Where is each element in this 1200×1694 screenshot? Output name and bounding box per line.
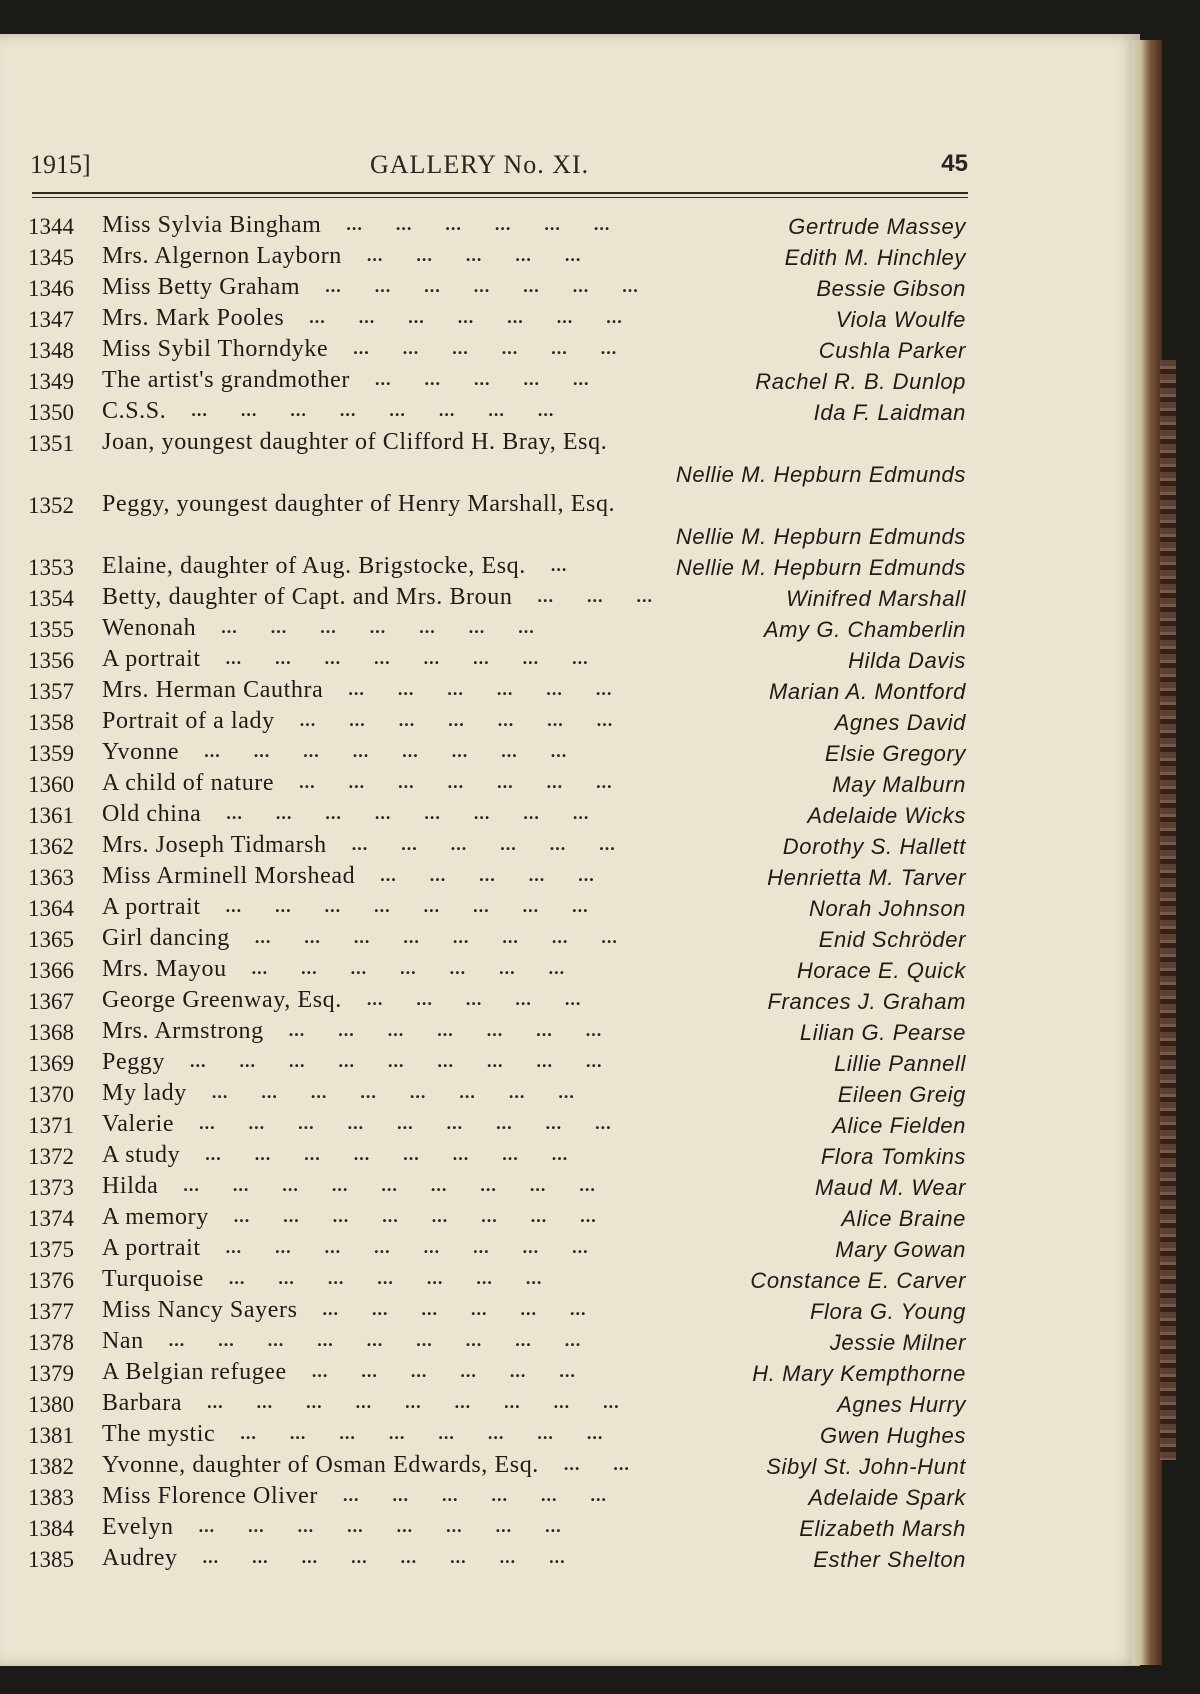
entry-number: 1373 [28,1175,74,1200]
leader-dots: ... ... ... ... ... ... ... ... ... [188,1113,634,1133]
leader-dots: ... ... ... ... ... ... ... [288,772,635,792]
entry-title: A portrait [102,646,201,672]
catalogue-entry [0,1173,1140,1204]
leader-dots: ... ... ... ... ... [369,865,617,885]
entry-number: 1349 [28,369,74,394]
entry-title: Miss Florence Oliver [102,1483,318,1509]
catalogue-entry [0,894,1140,925]
entry-artist: Elizabeth Marsh [799,1516,966,1541]
catalogue-entry [0,832,1140,863]
header-rule-thick [32,192,968,194]
entry-number: 1371 [28,1113,74,1138]
catalogue-entry [0,1452,1140,1483]
leader-dots: ... ... ... ... ... ... ... ... [180,400,577,420]
leader-dots: ... ... ... ... ... ... ... ... ... [179,1051,625,1071]
leader-dots: ... ... ... ... ... ... ... ... [214,1237,611,1257]
entry-number: 1346 [28,276,74,301]
entry-artist: Edith M. Hinchley [784,245,966,270]
leader-dots: ... ... ... ... ... [364,369,612,389]
entry-title: A study [102,1142,181,1168]
catalogue-entry [0,212,1140,243]
entry-title: Hilda [102,1173,159,1199]
entry-artist: Lillie Pannell [834,1051,966,1076]
leader-dots: ... ... ... ... ... ... ... ... ... [172,1175,618,1195]
leader-dots: ... ... ... ... ... ... [335,214,633,234]
catalogue-entry [0,1421,1140,1452]
entry-artist: Jessie Milner [829,1330,966,1355]
entry-artist: Sibyl St. John-Hunt [766,1454,966,1479]
leader-dots: ... ... ... ... ... ... ... ... [215,803,612,823]
entry-artist: Frances J. Graham [767,989,966,1014]
entry-artist: Agnes Hurry [837,1392,966,1417]
header-year: 1915] [30,150,91,179]
entry-number: 1352 [28,493,74,518]
entry-number: 1348 [28,338,74,363]
entry-title: Betty, daughter of Capt. and Mrs. Broun [102,584,513,610]
entry-artist: Elsie Gregory [824,741,966,766]
entry-title: Miss Arminell Morshead [102,863,356,889]
catalogue-entry [0,1080,1140,1111]
leader-dots: ... ... ... ... ... ... [300,1361,598,1381]
entry-title: A portrait [102,894,201,920]
catalogue-entry [0,398,1140,429]
entry-title: Yvonne [102,739,180,765]
entry-title: Elaine, daughter of Aug. Brigstocke, Esq. [102,553,526,579]
catalogue-entry [0,367,1140,398]
leader-dots: ... ... ... ... ... ... ... [217,1268,565,1288]
entry-artist: Marian A. Montford [768,679,966,704]
leader-dots: ... ... ... ... ... ... ... ... ... [196,1392,642,1412]
catalogue-entry [0,770,1140,801]
entry-artist: Agnes David [834,710,966,735]
entry-number: 1362 [28,834,74,859]
entry-title: A child of nature [102,770,275,796]
entry-number: 1359 [28,741,74,766]
leader-dots: ... ... [552,1454,652,1474]
catalogue-entry [0,553,1140,584]
leader-dots: ... ... ... ... ... ... ... [210,617,557,637]
leader-dots: ... ... ... ... ... ... ... ... [191,1547,588,1567]
entry-number: 1380 [28,1392,74,1417]
leader-dots: ... ... ... ... ... ... [311,1299,609,1319]
entry-artist: May Malburn [832,772,966,797]
entry-artist: Henrietta M. Tarver [767,865,966,890]
leader-dots: ... ... ... ... ... ... ... [314,276,661,296]
entry-title: Wenonah [102,615,197,641]
catalogue-entry [0,1483,1140,1514]
entry-number: 1382 [28,1454,74,1479]
entry-number: 1350 [28,400,74,425]
entry-title: Peggy, youngest daughter of Henry Marshall, Esq. [102,491,616,517]
entry-title: Mrs. Mayou [102,956,227,982]
entry-number: 1344 [28,214,74,239]
leader-dots: ... ... ... ... ... ... ... ... ... [157,1330,604,1350]
entry-artist: Nellie M. Hepburn Edmunds [675,462,966,487]
leader-dots: ... ... ... ... ... ... ... ... [243,927,640,947]
leader-dots: ... ... ... ... ... ... ... ... [222,1206,619,1226]
entry-artist: Maud M. Wear [814,1175,966,1200]
leader-dots: ... ... ... ... ... ... [337,679,635,699]
entry-title: The mystic [102,1421,216,1447]
entry-artist: Eileen Greig [837,1082,966,1107]
entry-number: 1366 [28,958,74,983]
entry-title: Miss Nancy Sayers [102,1297,298,1323]
entry-artist: Mary Gowan [835,1237,966,1262]
catalogue-entry [0,1514,1140,1545]
leader-dots: ... ... ... ... ... [355,989,604,1009]
entry-number: 1385 [28,1547,74,1572]
catalogue-entry [0,801,1140,832]
catalogue-entry [0,1018,1140,1049]
entry-title: A memory [102,1204,209,1230]
page-number: 45 [941,150,968,177]
entry-artist: H. Mary Kempthorne [752,1361,966,1386]
leader-dots: ... ... ... [526,586,675,606]
entry-number: 1361 [28,803,74,828]
leader-dots: ... ... ... ... ... ... ... ... [193,741,590,761]
catalogue-list [0,212,1140,1576]
entry-artist: Alice Braine [841,1206,966,1231]
catalogue-entry [0,863,1140,894]
entry-artist: Lilian G. Pearse [799,1020,966,1045]
leader-dots: ... ... ... ... ... ... [340,834,638,854]
entry-artist: Enid Schröder [818,927,966,952]
catalogue-entry [0,1235,1140,1266]
entry-number: 1360 [28,772,74,797]
entry-number: 1356 [28,648,74,673]
entry-number: 1355 [28,617,74,642]
entry-artist: Rachel R. B. Dunlop [755,369,966,394]
entry-number: 1365 [28,927,74,952]
entry-artist: Gertrude Massey [788,214,966,239]
entry-number: 1367 [28,989,74,1014]
entry-title: Audrey [102,1545,178,1571]
entry-title: Girl dancing [102,925,230,951]
entry-number: 1379 [28,1361,74,1386]
entry-title: Old china [102,801,202,827]
catalogue-entry [0,491,1140,553]
leader-dots: ... ... ... ... ... ... [342,338,640,358]
entry-title: Turquoise [102,1266,204,1292]
entry-title: Mrs. Armstrong [102,1018,264,1044]
catalogue-entry [0,1204,1140,1235]
entry-number: 1377 [28,1299,74,1324]
page-title: GALLERY No. XI. [370,150,590,179]
entry-number: 1376 [28,1268,74,1293]
entry-artist: Nellie M. Hepburn Edmunds [675,555,966,580]
entry-title: Portrait of a lady [102,708,275,734]
catalogue-entry [0,708,1140,739]
entry-artist: Adelaide Spark [808,1485,966,1510]
entry-artist: Adelaide Wicks [807,803,966,828]
entry-artist: Constance E. Carver [750,1268,966,1293]
leader-dots: ... ... ... ... ... ... ... ... [187,1516,584,1536]
entry-artist: Hilda Davis [848,648,966,673]
catalogue-entry [0,615,1140,646]
entry-number: 1351 [28,431,74,456]
entry-artist: Flora Tomkins [820,1144,966,1169]
leader-dots: ... ... ... ... ... ... ... [298,307,645,327]
leader-dots: ... ... ... ... ... ... [331,1485,629,1505]
catalogue-entry [0,1142,1140,1173]
entry-artist: Esther Shelton [813,1547,966,1572]
entry-title: Mrs. Mark Pooles [102,305,285,331]
catalogue-entry [0,925,1140,956]
entry-artist: Dorothy S. Hallett [782,834,966,859]
catalogue-entry [0,336,1140,367]
catalogue-entry [0,1359,1140,1390]
entry-artist: Viola Woulfe [835,307,966,332]
entry-number: 1370 [28,1082,74,1107]
catalogue-entry [0,646,1140,677]
entry-number: 1368 [28,1020,74,1045]
entry-title: George Greenway, Esq. [102,987,342,1013]
entry-artist: Bessie Gibson [816,276,966,301]
entry-title: Yvonne, daughter of Osman Edwards, Esq. [102,1452,539,1478]
leader-dots: ... [539,555,590,575]
leader-dots: ... ... ... ... ... ... ... ... [214,648,611,668]
entry-number: 1353 [28,555,74,580]
entry-artist: Winifred Marshall [786,586,966,611]
entry-number: 1345 [28,245,74,270]
book-page [0,34,1140,1666]
leader-dots: ... ... ... ... ... [355,245,604,265]
catalogue-entry [0,1390,1140,1421]
catalogue-entry [0,987,1140,1018]
catalogue-entry [0,739,1140,770]
leader-dots: ... ... ... ... ... ... ... ... [194,1144,591,1164]
entry-title: Nan [102,1328,144,1354]
entry-artist: Alice Fielden [832,1113,966,1138]
entry-artist: Gwen Hughes [819,1423,966,1448]
entry-title: Miss Betty Graham [102,274,301,300]
catalogue-entry [0,1266,1140,1297]
entry-title: C.S.S. [102,398,167,424]
leader-dots: ... ... ... ... ... ... ... ... [214,896,611,916]
leader-dots: ... ... ... ... ... ... ... ... [229,1423,626,1443]
catalogue-entry [0,956,1140,987]
entry-artist: Norah Johnson [808,896,966,921]
entry-number: 1372 [28,1144,74,1169]
catalogue-entry [0,1049,1140,1080]
catalogue-entry [0,243,1140,274]
catalogue-entry [0,1545,1140,1576]
entry-title: Evelyn [102,1514,174,1540]
entry-title: Barbara [102,1390,183,1416]
catalogue-entry [0,677,1140,708]
entry-title: Valerie [102,1111,175,1137]
entry-title: Mrs. Joseph Tidmarsh [102,832,327,858]
leader-dots: ... ... ... ... ... ... ... ... [200,1082,597,1102]
leader-dots: ... ... ... ... ... ... ... [277,1020,625,1040]
entry-title: My lady [102,1080,187,1106]
entry-artist: Horace E. Quick [796,958,966,983]
entry-title: Joan, youngest daughter of Clifford H. Bray, Esq. [102,429,608,455]
entry-artist: Ida F. Laidman [813,400,966,425]
entry-number: 1383 [28,1485,74,1510]
entry-artist: Amy G. Chamberlin [763,617,966,642]
entry-title: Mrs. Algernon Layborn [102,243,342,269]
entry-artist: Cushla Parker [818,338,966,363]
entry-number: 1347 [28,307,74,332]
entry-title: A portrait [102,1235,201,1261]
entry-number: 1375 [28,1237,74,1262]
catalogue-entry [0,1297,1140,1328]
catalogue-entry [0,429,1140,491]
entry-number: 1384 [28,1516,74,1541]
leader-dots: ... ... ... ... ... ... ... [240,958,588,978]
entry-number: 1374 [28,1206,74,1231]
entry-number: 1364 [28,896,74,921]
entry-title: Miss Sylvia Bingham [102,212,322,238]
entry-title: Peggy [102,1049,165,1075]
entry-number: 1381 [28,1423,74,1448]
page-edge [1132,40,1162,1665]
leader-dots: ... ... ... ... ... ... ... [288,710,636,730]
entry-number: 1369 [28,1051,74,1076]
header-rule-thin [32,197,968,198]
book-spine [1160,360,1176,1460]
catalogue-entry [0,1328,1140,1359]
entry-title: A Belgian refugee [102,1359,287,1385]
catalogue-entry [0,1111,1140,1142]
entry-number: 1358 [28,710,74,735]
entry-number: 1357 [28,679,74,704]
catalogue-entry [0,584,1140,615]
entry-number: 1378 [28,1330,74,1355]
entry-title: Mrs. Herman Cauthra [102,677,324,703]
entry-title: The artist's grandmother [102,367,350,393]
catalogue-entry [0,305,1140,336]
running-header [30,150,968,180]
catalogue-entry [0,274,1140,305]
entry-artist: Flora G. Young [810,1299,966,1324]
entry-artist: Nellie M. Hepburn Edmunds [675,524,966,549]
entry-number: 1363 [28,865,74,890]
entry-title: Miss Sybil Thorndyke [102,336,329,362]
entry-number: 1354 [28,586,74,611]
